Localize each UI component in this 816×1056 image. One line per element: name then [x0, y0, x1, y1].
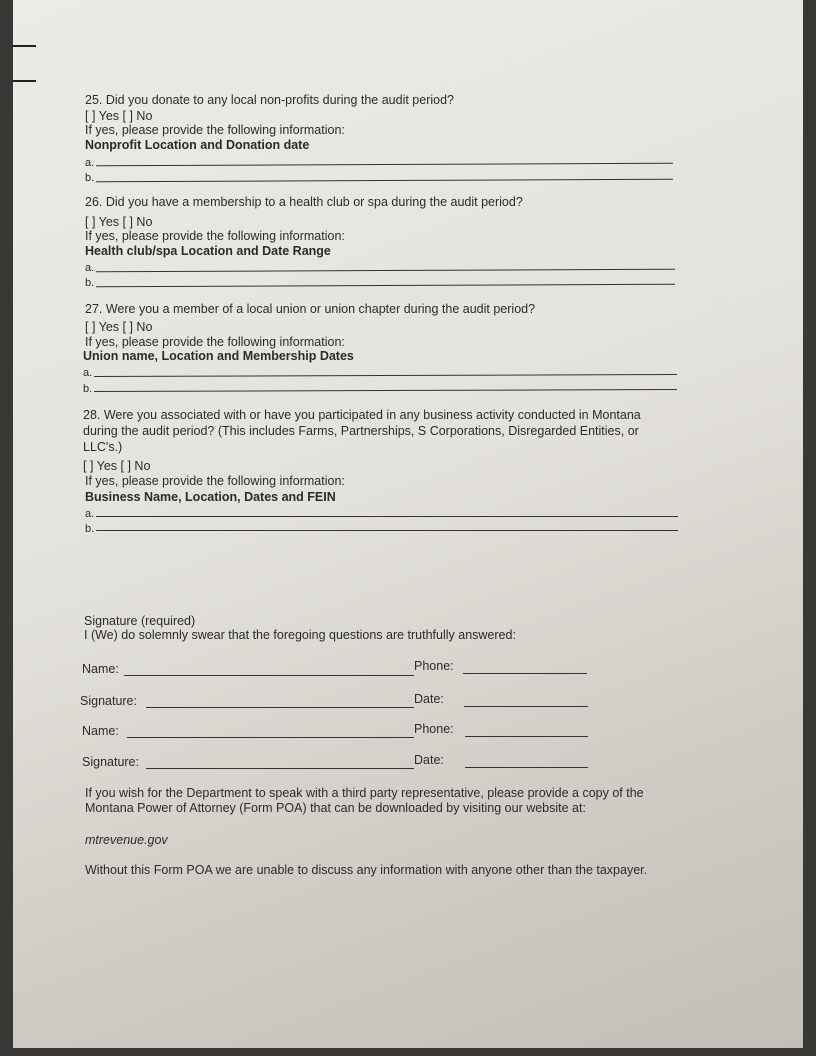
date-field-1[interactable] — [464, 706, 588, 707]
yes-no-checkbox[interactable]: [ ] Yes [ ] No — [85, 109, 153, 123]
poa-text-line-2: Montana Power of Attorney (Form POA) that can be downloaded by visiting our website at: — [85, 801, 586, 815]
answer-line-b[interactable] — [96, 530, 678, 531]
signature-label: Signature: — [82, 755, 139, 769]
question-text: 28. Were you associated with or have you participated in any business activity conducted in Montana — [83, 408, 641, 422]
line-label-b: b. — [85, 277, 95, 289]
date-field-2[interactable] — [465, 767, 588, 768]
field-heading: Business Name, Location, Dates and FEIN — [85, 490, 336, 504]
instruction: If yes, please provide the following information: — [85, 474, 345, 488]
date-label: Date: — [414, 753, 444, 767]
line-label-a: a. — [85, 262, 95, 274]
yes-no-checkbox[interactable]: [ ] Yes [ ] No — [85, 320, 153, 334]
poa-text-line-1: If you wish for the Department to speak with a third party representative, please provide a copy of the — [85, 786, 644, 800]
name-label: Name: — [82, 724, 119, 738]
yes-no-checkbox[interactable]: [ ] Yes [ ] No — [85, 215, 153, 229]
binder-mark — [12, 45, 36, 47]
yes-no-checkbox[interactable]: [ ] Yes [ ] No — [83, 459, 151, 473]
name-label: Name: — [82, 662, 119, 676]
form-page — [13, 0, 803, 1048]
phone-field-1[interactable] — [463, 673, 587, 674]
field-heading: Health club/spa Location and Date Range — [85, 244, 331, 258]
signature-field-1[interactable] — [146, 707, 414, 708]
phone-label: Phone: — [414, 659, 454, 673]
instruction: If yes, please provide the following information: — [85, 229, 345, 243]
question-text-line-2: during the audit period? (This includes Farms, Partnerships, S Corporations, Disregarded Entities, or — [83, 424, 639, 438]
website-link[interactable]: mtrevenue.gov — [85, 833, 168, 847]
oath-text: I (We) do solemnly swear that the foregoing questions are truthfully answered: — [84, 628, 516, 642]
phone-field-2[interactable] — [465, 736, 588, 737]
poa-warning: Without this Form POA we are unable to discuss any information with anyone other than the taxpayer. — [85, 863, 648, 877]
name-field-1[interactable] — [124, 675, 414, 676]
signature-label: Signature: — [80, 694, 137, 708]
field-heading: Union name, Location and Membership Dates — [83, 349, 354, 363]
phone-label: Phone: — [414, 722, 454, 736]
instruction: If yes, please provide the following information: — [85, 335, 345, 349]
line-label-b: b. — [83, 383, 93, 395]
signature-field-2[interactable] — [146, 768, 414, 769]
line-label-a: a. — [83, 367, 93, 379]
question-text-line-3: LLC's.) — [83, 440, 123, 454]
question-text: 25. Did you donate to any local non-profits during the audit period? — [85, 93, 454, 107]
signature-heading: Signature (required) — [84, 614, 196, 628]
name-field-2[interactable] — [127, 737, 414, 738]
line-label-a: a. — [85, 508, 95, 520]
answer-line-a[interactable] — [96, 516, 678, 517]
question-text: 27. Were you a member of a local union or union chapter during the audit period? — [85, 302, 536, 316]
line-label-a: a. — [85, 157, 95, 169]
date-label: Date: — [414, 692, 444, 706]
field-heading: Nonprofit Location and Donation date — [85, 138, 310, 152]
binder-mark — [12, 80, 36, 82]
line-label-b: b. — [85, 172, 95, 184]
line-label-b: b. — [85, 523, 95, 535]
question-text: 26. Did you have a membership to a health club or spa during the audit period? — [85, 195, 523, 209]
instruction: If yes, please provide the following information: — [85, 123, 345, 137]
